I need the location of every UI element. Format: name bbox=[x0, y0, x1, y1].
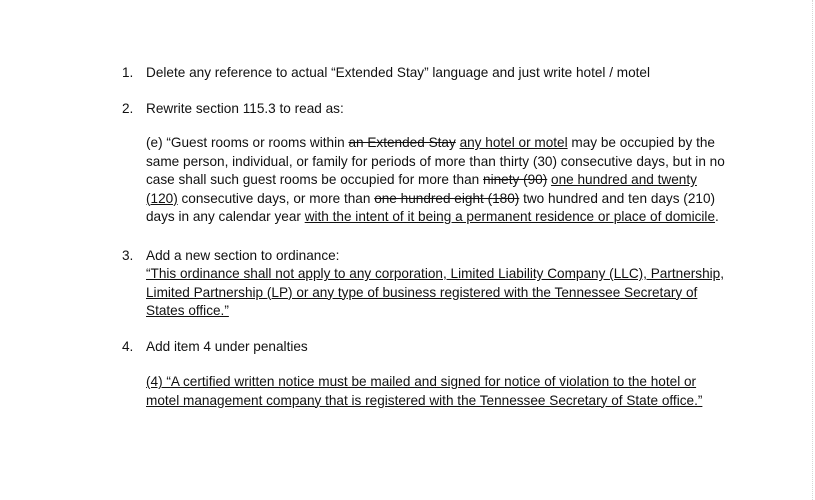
list-item-1 bbox=[122, 64, 727, 83]
new-section-quote: “This ordinance shall not apply to any corporation, Limited Liability Company (LLC), Partnership, Limited Partnership (LP) or any type of business registered with the Tennessee Secretary of States office.” bbox=[146, 266, 725, 318]
item-text: Rewrite section 115.3 to read as: bbox=[146, 100, 344, 116]
item-number: 4. bbox=[122, 338, 134, 354]
text-run: two hundred and ten days (210) days in any calendar year bbox=[146, 190, 716, 224]
list-item-3 bbox=[122, 247, 727, 321]
text-run: consecutive days, or more than bbox=[177, 190, 375, 206]
inserted-text: one hundred and twenty (120) bbox=[146, 172, 697, 206]
item-text: Add a new section to ordinance: bbox=[146, 247, 340, 263]
list-item-4 bbox=[122, 338, 727, 411]
inserted-text: with the intent of it being a permanent residence or place of domicile bbox=[304, 209, 716, 224]
item-number: 3. bbox=[122, 247, 134, 263]
inserted-text: any hotel or motel bbox=[459, 135, 568, 150]
deleted-text: one hundred eight (180) bbox=[374, 190, 520, 206]
list-item-2 bbox=[122, 100, 727, 227]
penalty-item-quote: (4) “A certified written notice must be mailed and signed for notice of violation to the hotel or motel management company that is registered with the Tennessee Secretary of State office.” bbox=[146, 374, 703, 408]
deleted-text: ninety (90) bbox=[483, 172, 548, 187]
item-text: Add item 4 under penalties bbox=[146, 338, 308, 354]
item-text: Delete any reference to actual “Extended Stay” language and just write hotel / motel bbox=[146, 65, 651, 80]
section-115-3-text bbox=[146, 134, 727, 227]
text-run: . bbox=[715, 209, 719, 224]
text-run: (e) “Guest rooms or rooms within bbox=[146, 135, 349, 150]
amendment-list bbox=[122, 60, 727, 410]
text-run: may be occupied by the same person, individual, or family for periods of more than thirty (30) consecutive days, but in no case shall such guest rooms be occupied for more than bbox=[146, 135, 725, 187]
item-number: 2. bbox=[122, 100, 134, 116]
page-edge bbox=[811, 0, 813, 500]
item-number: 1. bbox=[122, 65, 134, 80]
deleted-text: an Extended Stay bbox=[348, 135, 456, 150]
